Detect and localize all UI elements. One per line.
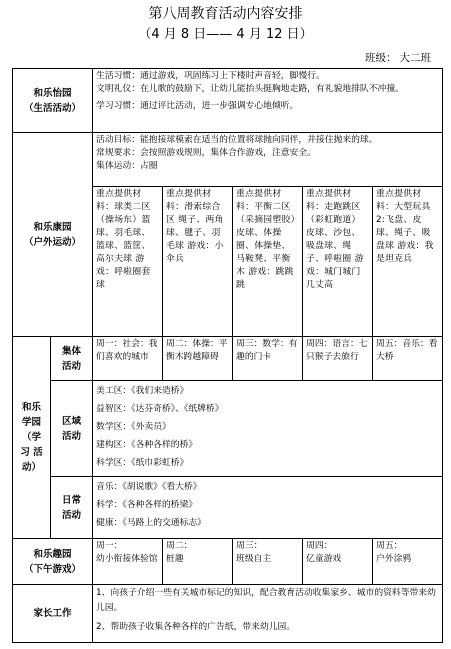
row-study-daily xyxy=(13,477,443,539)
play-header xyxy=(13,539,93,585)
area-line: 科学区：《纸巾彩虹桥》 xyxy=(96,458,189,468)
play-day-text: 户外涂鸦 xyxy=(376,554,412,564)
outdoor-day-tue: 重点提供材料：滑索综合区 绳子、两角球、毽子、羽毛球 游戏：小伞兵 xyxy=(163,187,233,337)
group-day-wed: 周三：数学：有趣的门卡 xyxy=(233,337,303,381)
row-life xyxy=(13,69,443,133)
play-day-name: 周四： xyxy=(306,541,333,551)
group-label-1: 集体 xyxy=(62,345,82,357)
study-label-3: （学 xyxy=(21,432,41,443)
row-play xyxy=(13,539,443,585)
area-line: 建构区：《各种各样的桥》 xyxy=(96,440,198,450)
life-label-2: （生活活动） xyxy=(24,102,82,114)
row-study-area xyxy=(13,381,443,477)
study-label-4: 习 活 xyxy=(20,447,43,458)
daily-content xyxy=(93,477,443,539)
life-label-1: 和乐怡园 xyxy=(33,87,72,99)
parents-content xyxy=(93,585,443,643)
play-day-text: 桩趣 xyxy=(166,554,184,564)
group-header xyxy=(51,337,93,381)
group-day-mon: 周一：社会：我们喜欢的城市 xyxy=(93,337,163,381)
play-day-wed xyxy=(233,539,303,585)
daily-line: 音乐：《胡说歌》《看大桥》 xyxy=(96,482,202,492)
play-day-tue xyxy=(163,539,233,585)
daily-header xyxy=(51,477,93,539)
outdoor-goal-line: 常规要求：会按照游戏规则，集体合作游戏，注意安全。 xyxy=(96,148,316,158)
class-info xyxy=(362,52,431,64)
outdoor-day-fri: 重点提供材料：大型玩具2:飞盘、皮球、绳子、吸盘球 游戏：我是坦克兵 xyxy=(373,187,443,337)
row-study-group xyxy=(13,337,443,381)
play-label-2: （下午游戏） xyxy=(24,563,82,575)
parents-line: 1、向孩子介绍一些有关城市标记的知识，配合教育活动收集家乡、城市的资料等带来幼儿园。 xyxy=(96,588,436,613)
life-content xyxy=(93,69,443,133)
group-label-2: 活动 xyxy=(62,360,82,372)
group-day-thu: 周四：语言：七只猴子去旅行 xyxy=(303,337,373,381)
life-line: 学习习惯：通过评比活动，进一步强调专心地倾听。 xyxy=(96,101,299,111)
area-content xyxy=(93,381,443,477)
study-label-2: 学园 xyxy=(21,417,41,428)
group-day-tue: 周二：体操：平衡木跨越障碍 xyxy=(163,337,233,381)
group-day-fri: 周五：音乐：看大桥 xyxy=(373,337,443,381)
play-day-thu xyxy=(303,539,373,585)
area-line: 益智区：《达芬奇桥》、《纸牌桥》 xyxy=(96,404,224,414)
area-line: 美工区：《我们来造桥》 xyxy=(96,386,189,396)
daily-line: 科学：《各种各样的桥梁》 xyxy=(96,500,198,510)
area-line: 数学区：《外卖员》 xyxy=(96,422,171,432)
life-line: 文明礼仪：在儿歌的鼓励下，让幼儿能抬头挺胸地走路，有礼貌地排队不冲撞。 xyxy=(96,84,404,94)
page-title: 第八周教育活动内容安排 xyxy=(148,6,303,22)
area-header xyxy=(51,381,93,477)
class-value: 大二班 xyxy=(399,52,431,64)
study-label-1: 和乐 xyxy=(21,402,41,413)
play-day-fri xyxy=(373,539,443,585)
outdoor-goal-line: 集体运动：占圈 xyxy=(96,161,158,171)
outdoor-goal-line: 活动目标：能抱接球模索在适当的位置将球抛向同伴，并接住抛来的球。 xyxy=(96,135,378,145)
outdoor-day-mon: 重点提供材料：球类二区（操场东）篮球、羽毛球、篮球、篮筐、高尔夫球 游戏：呼啦圈套球 xyxy=(93,187,163,337)
play-day-mon xyxy=(93,539,163,585)
outdoor-label-2: （户外运动） xyxy=(24,236,82,248)
outdoor-label-1: 和乐康园 xyxy=(33,221,72,233)
area-label-2: 活动 xyxy=(62,430,82,442)
row-outdoor-goals xyxy=(13,133,443,187)
parents-header: 家长工作 xyxy=(13,585,93,643)
play-day-text: 班级自主 xyxy=(236,554,272,564)
parents-line: 2、帮助孩子收集各种各样的广告纸，带来幼儿园。 xyxy=(96,622,296,632)
schedule-table xyxy=(12,68,443,643)
study-label-5: 动） xyxy=(21,462,41,473)
play-day-name: 周五： xyxy=(376,541,403,551)
study-header xyxy=(13,337,51,539)
play-day-name: 周一： xyxy=(96,541,123,551)
row-parents xyxy=(13,585,443,643)
daily-line: 健康：《马路上的交通标志》 xyxy=(96,518,206,528)
class-label: 班级： xyxy=(365,52,397,64)
play-day-name: 周三： xyxy=(236,541,263,551)
outdoor-goals xyxy=(93,133,443,187)
outdoor-day-thu: 重点提供材料：走跑跳区（彩虹跑道）皮球、沙包、吸盘球、绳子、呼啦圈 游戏：城门城门几丈高 xyxy=(303,187,373,337)
play-day-text: 亿童游戏 xyxy=(306,554,342,564)
outdoor-header xyxy=(13,133,93,337)
outdoor-day-wed: 重点提供材料：平衡二区（采摘园塑胶）皮球、体操圈、体操垫、马鞍凳、平衡木 游戏：跳跳跳 xyxy=(233,187,303,337)
play-day-text: 幼小衔接体验馆 xyxy=(96,554,158,564)
play-label-1: 和乐趣园 xyxy=(33,548,72,560)
life-header xyxy=(13,69,93,133)
date-range: （4 月 8 日—— 4 月 12 日） xyxy=(138,27,313,42)
daily-label-1: 日常 xyxy=(62,494,82,506)
daily-label-2: 活动 xyxy=(62,509,82,521)
area-label-1: 区域 xyxy=(62,415,82,427)
life-line: 生活习惯：通过游戏，巩固练习上下楼时声音轻，脚慢行。 xyxy=(96,71,325,81)
play-day-name: 周二： xyxy=(166,541,193,551)
